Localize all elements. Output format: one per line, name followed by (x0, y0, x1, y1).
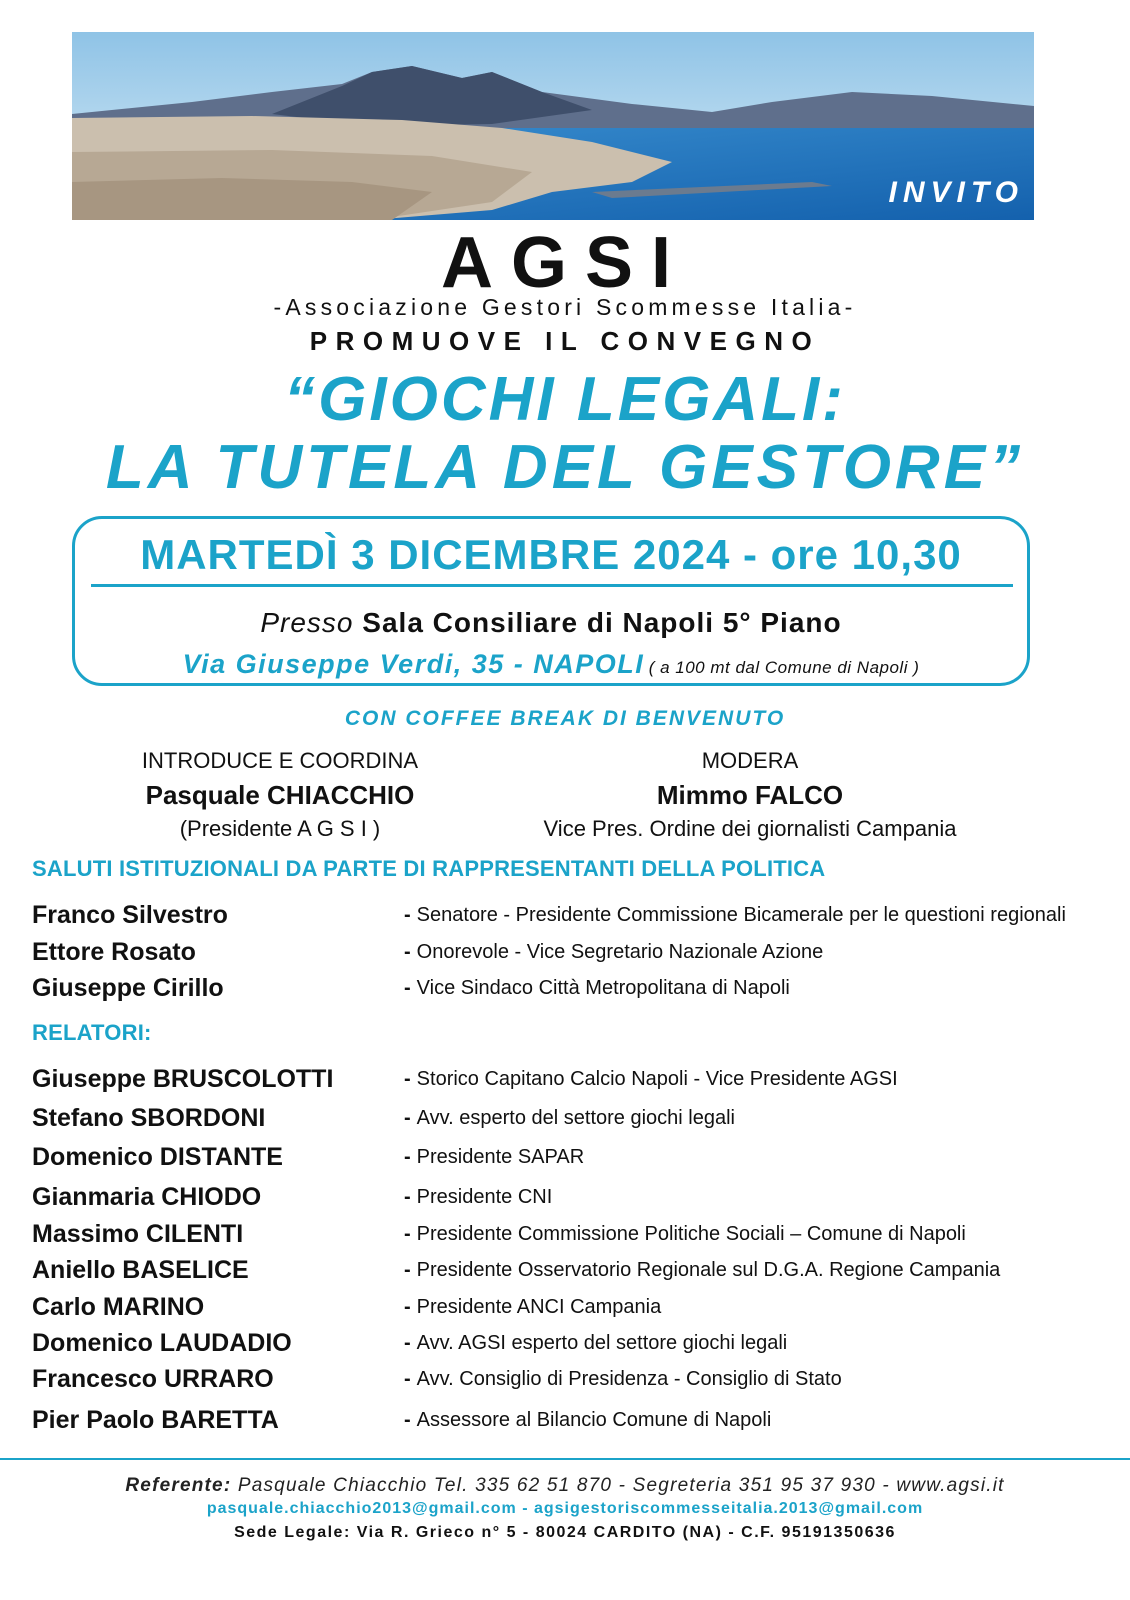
moderator-role: MODERA (701, 748, 799, 773)
list-item (32, 935, 1112, 969)
list-item (32, 1253, 1112, 1287)
speaker-name: Massimo CILENTI (32, 1220, 244, 1248)
list-item (32, 1140, 1112, 1174)
presso-label: Presso (260, 607, 354, 638)
footer-divider (0, 1458, 1130, 1460)
speaker-role: - Presidente Osservatorio Regionale sul D.G.A. Regione Campania (404, 1259, 1001, 1281)
event-details-box (72, 516, 1030, 686)
dash: - (404, 1107, 411, 1129)
footer-sede-legale: Sede Legale: Via R. Grieco n° 5 - 80024 CARDITO (NA) - C.F. 95191350636 (234, 1524, 896, 1541)
speaker-role: - Avv. Consiglio di Presidenza - Consiglio di Stato (404, 1368, 842, 1390)
speaker-name: Domenico LAUDADIO (32, 1329, 292, 1357)
moderator-desc: Vice Pres. Ordine dei giornalisti Campania (543, 816, 957, 841)
dash: - (404, 1332, 411, 1354)
list-item (32, 898, 1112, 932)
list-item (32, 1101, 1112, 1135)
venue-name: Sala Consiliare di Napoli 5° Piano (362, 607, 842, 638)
saluti-heading: SALUTI ISTITUZIONALI DA PARTE DI RAPPRESENTANTI DELLA POLITICA (32, 856, 826, 881)
conference-title-line1: “GIOCHI LEGALI: (284, 365, 846, 434)
dash: - (404, 1146, 411, 1168)
footer-emails[interactable]: pasquale.chiacchio2013@gmail.com - agsigestoriscommesseitalia.2013@gmail.com (206, 1500, 924, 1517)
dash: - (404, 904, 411, 926)
speaker-role: - Presidente CNI (404, 1186, 553, 1208)
promuove-heading: PROMUOVE IL CONVEGNO (309, 326, 821, 356)
relatori-heading: RELATORI: (32, 1020, 152, 1045)
coordinator-desc: (Presidente A G S I ) (179, 816, 381, 841)
address-note: ( a 100 mt dal Comune di Napoli ) (648, 658, 920, 677)
dash: - (404, 941, 411, 963)
list-item (32, 1062, 1112, 1096)
list-item (32, 1180, 1112, 1214)
dash: - (404, 1186, 411, 1208)
coordinator-block (120, 744, 440, 846)
dash: - (404, 1068, 411, 1090)
coordinator-name: Pasquale CHIACCHIO (145, 780, 415, 810)
dash: - (404, 977, 411, 999)
dash: - (404, 1296, 411, 1318)
association-name: -Associazione Gestori Scommesse Italia- (273, 294, 857, 320)
coffee-break-note: CON COFFEE BREAK DI BENVENUTO (344, 707, 786, 730)
address-main: Via Giuseppe Verdi, 35 - NAPOLI (182, 649, 645, 679)
speaker-role: - Presidente Commissione Politiche Sociali – Comune di Napoli (404, 1223, 966, 1245)
speaker-name: Pier Paolo BARETTA (32, 1406, 279, 1434)
speaker-role: - Avv. esperto del settore giochi legali (404, 1107, 736, 1129)
list-item (32, 1290, 1112, 1324)
speaker-role: - Presidente ANCI Campania (404, 1296, 662, 1318)
speaker-name: Giuseppe BRUSCOLOTTI (32, 1065, 334, 1093)
speaker-role: - Onorevole - Vice Segretario Nazionale Azione (404, 941, 824, 963)
event-date: MARTEDÌ 3 DICEMBRE 2024 - ore 10,30 (140, 531, 962, 578)
event-address (75, 647, 1027, 686)
speaker-name: Franco Silvestro (32, 901, 228, 929)
date-underline (91, 584, 1013, 587)
speaker-name: Ettore Rosato (32, 938, 196, 966)
event-venue (75, 605, 1027, 641)
footer-referente (0, 1472, 1130, 1500)
list-item (32, 971, 1112, 1005)
moderator-block (510, 744, 990, 846)
referente-text: Pasquale Chiacchio Tel. 335 62 51 870 - Segreteria 351 95 37 930 - www.agsi.it (237, 1475, 1005, 1496)
speaker-role: - Vice Sindaco Città Metropolitana di Napoli (404, 977, 790, 999)
invito-label: INVITO (888, 176, 1024, 209)
list-item (32, 1362, 1112, 1396)
speaker-name: Francesco URRARO (32, 1365, 274, 1393)
speaker-name: Domenico DISTANTE (32, 1143, 283, 1171)
conference-title-line2: LA TUTELA DEL GESTORE” (105, 433, 1025, 502)
list-item (32, 1326, 1112, 1360)
dash: - (404, 1223, 411, 1245)
speaker-name: Gianmaria CHIODO (32, 1183, 262, 1211)
agsi-logo-title: AGSI (440, 223, 690, 303)
speaker-role: - Presidente SAPAR (404, 1146, 585, 1168)
moderator-name: Mimmo FALCO (656, 780, 844, 810)
speaker-name: Carlo MARINO (32, 1293, 205, 1321)
speaker-name: Giuseppe Cirillo (32, 974, 224, 1002)
dash: - (404, 1368, 411, 1390)
dash: - (404, 1409, 411, 1431)
speaker-name: Stefano SBORDONI (32, 1104, 266, 1132)
speaker-role: - Storico Capitano Calcio Napoli - Vice Presidente AGSI (404, 1068, 898, 1090)
coordinator-role: INTRODUCE E COORDINA (141, 748, 419, 773)
header-banner-photo (72, 32, 1034, 220)
list-item (32, 1217, 1112, 1251)
speaker-name: Aniello BASELICE (32, 1256, 249, 1284)
referente-label: Referente: (125, 1475, 232, 1496)
dash: - (404, 1259, 411, 1281)
speaker-role: - Assessore al Bilancio Comune di Napoli (404, 1409, 772, 1431)
speaker-role: - Avv. AGSI esperto del settore giochi legali (404, 1332, 788, 1354)
speaker-role: - Senatore - Presidente Commissione Bicamerale per le questioni regionali (404, 904, 1066, 926)
list-item (32, 1403, 1112, 1437)
